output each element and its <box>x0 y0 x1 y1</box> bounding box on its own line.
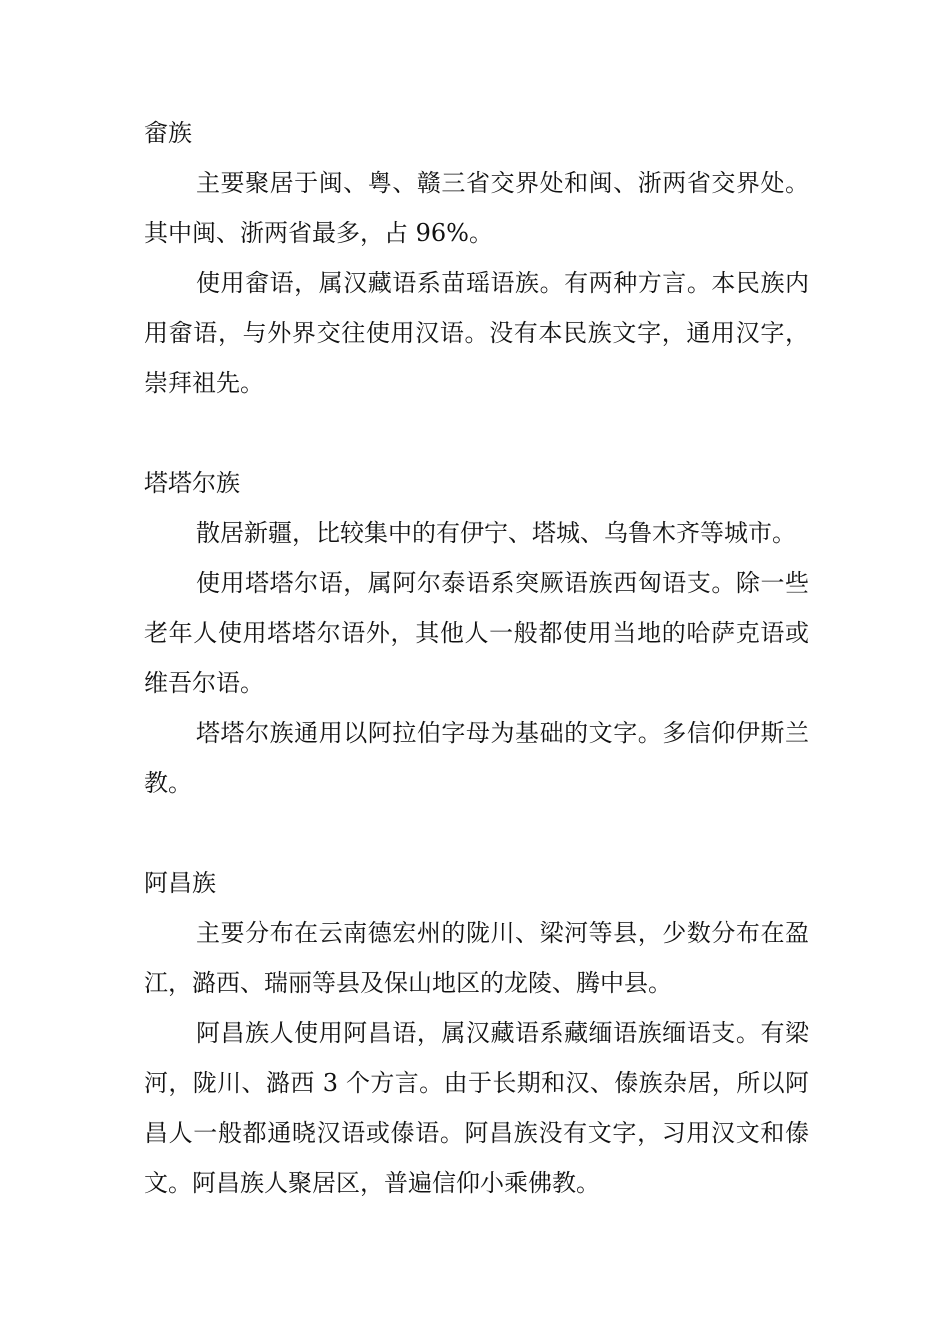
section-title: 塔塔尔族 <box>144 469 240 497</box>
section-title: 畲族 <box>144 119 192 147</box>
paragraph: 主要聚居于闽、粤、赣三省交界处和闽、浙两省交界处。其中闽、浙两省最多，占 96%。 <box>144 169 809 247</box>
section-achang-ethnic-group <box>144 858 809 1208</box>
section-she-ethnic-group <box>144 108 809 408</box>
section-title: 阿昌族 <box>144 869 216 897</box>
paragraph: 使用畲语，属汉藏语系苗瑶语族。有两种方言。本民族内用畲语，与外界交往使用汉语。没有本民族文字，通用汉字，崇拜祖先。 <box>144 269 809 397</box>
paragraph: 使用塔塔尔语，属阿尔泰语系突厥语族西匈语支。除一些老年人使用塔塔尔语外，其他人一般都使用当地的哈萨克语或维吾尔语。 <box>144 569 809 697</box>
paragraph: 塔塔尔族通用以阿拉伯字母为基础的文字。多信仰伊斯兰教。 <box>144 719 809 797</box>
paragraph: 主要分布在云南德宏州的陇川、梁河等县，少数分布在盈江，潞西、瑞丽等县及保山地区的龙陵、腾中县。 <box>144 919 809 997</box>
section-tatar-ethnic-group <box>144 458 809 808</box>
paragraph: 阿昌族人使用阿昌语，属汉藏语系藏缅语族缅语支。有梁河，陇川、潞西 3 个方言。由于长期和汉、傣族杂居，所以阿昌人一般都通晓汉语或傣语。阿昌族没有文字，习用汉文和傣文。阿昌族人聚居区，普遍信仰小乘佛教。 <box>144 1019 809 1197</box>
paragraph: 散居新疆，比较集中的有伊宁、塔城、乌鲁木齐等城市。 <box>196 519 796 547</box>
